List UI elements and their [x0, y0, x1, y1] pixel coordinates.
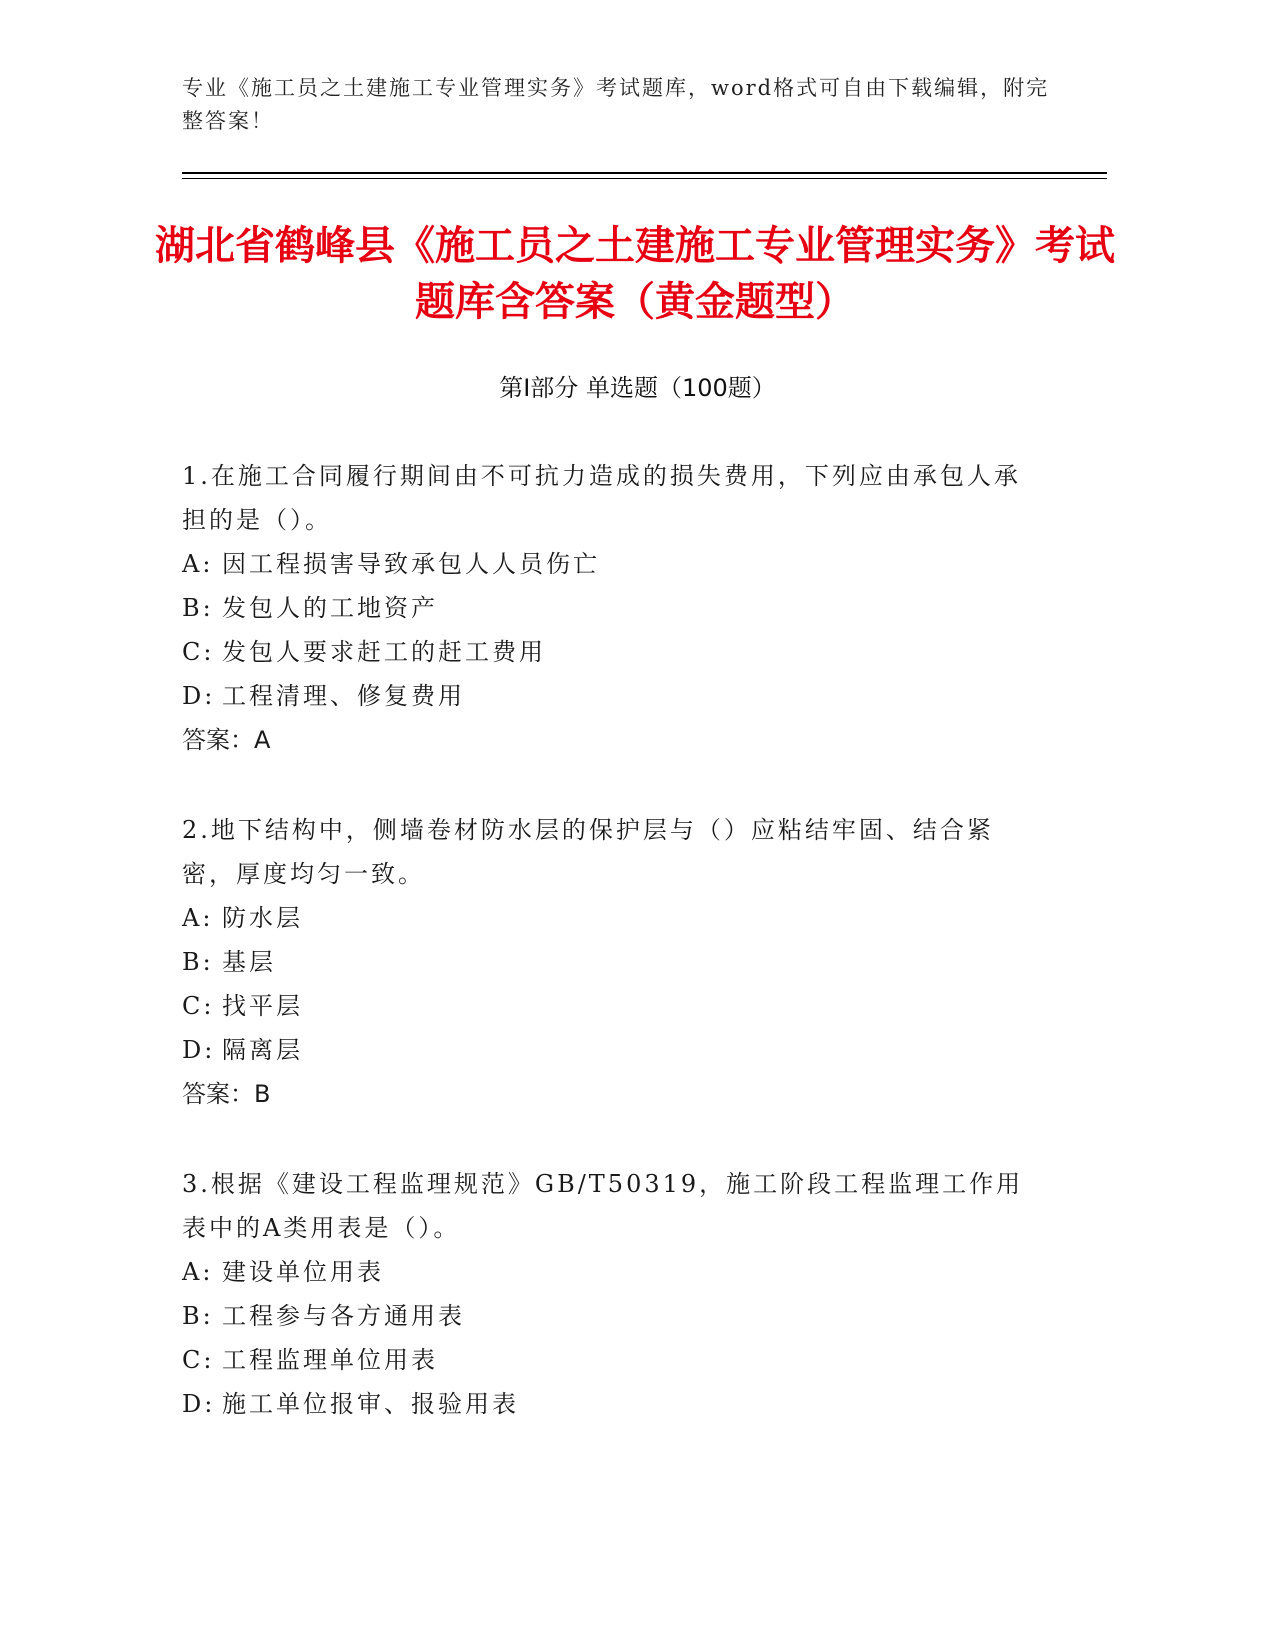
question-stem: 1.在施工合同履行期间由不可抗力造成的损失费用，下列应由承包人承担的是（）。: [182, 462, 1021, 534]
question-3: [182, 1162, 1042, 1426]
option-c: [182, 630, 1042, 674]
option-b: [182, 940, 1042, 984]
option-text: 基层: [222, 948, 276, 976]
option-a: [182, 542, 1042, 586]
option-letter: C:: [182, 638, 215, 666]
option-text: 工程监理单位用表: [222, 1346, 438, 1374]
option-letter: C:: [182, 992, 215, 1020]
option-text: 隔离层: [222, 1036, 303, 1064]
question-stem: 3.根据《建设工程监理规范》GB/T50319，施工阶段工程监理工作用表中的A类用表是（）。: [182, 1170, 1024, 1242]
option-letter: B:: [182, 594, 214, 622]
option-letter: D:: [182, 1390, 216, 1418]
option-text: 工程参与各方通用表: [222, 1302, 465, 1330]
option-letter: A:: [182, 1258, 214, 1286]
option-text: 因工程损害导致承包人人员伤亡: [222, 550, 600, 578]
question-1: [182, 454, 1042, 762]
answer: 答案：B: [182, 1080, 271, 1108]
option-c: [182, 984, 1042, 1028]
option-d: [182, 1382, 1042, 1426]
option-letter: B:: [182, 948, 214, 976]
header-note: 专业《施工员之土建施工专业管理实务》考试题库，word格式可自由下载编辑，附完整答案！: [182, 76, 1050, 133]
option-d: [182, 674, 1042, 718]
option-text: 防水层: [222, 904, 303, 932]
option-letter: B:: [182, 1302, 214, 1330]
option-letter: A:: [182, 550, 214, 578]
header-rule-thick: [182, 172, 1107, 174]
option-b: [182, 586, 1042, 630]
option-letter: A:: [182, 904, 214, 932]
option-text: 找平层: [222, 992, 303, 1020]
option-letter: C:: [182, 1346, 215, 1374]
answer: 答案：A: [182, 726, 271, 754]
option-text: 建设单位用表: [222, 1258, 384, 1286]
header-rule-thin: [182, 178, 1107, 179]
option-text: 施工单位报审、报验用表: [222, 1390, 519, 1418]
option-c: [182, 1338, 1042, 1382]
option-letter: D:: [182, 1036, 216, 1064]
option-a: [182, 1250, 1042, 1294]
option-b: [182, 1294, 1042, 1338]
option-text: 工程清理、修复费用: [222, 682, 465, 710]
question-stem: 2.地下结构中，侧墙卷材防水层的保护层与（）应粘结牢固、结合紧密，厚度均匀一致。: [182, 816, 994, 888]
question-list: [182, 454, 1042, 1472]
option-text: 发包人的工地资产: [222, 594, 438, 622]
question-2: [182, 808, 1042, 1116]
option-a: [182, 896, 1042, 940]
option-d: [182, 1028, 1042, 1072]
section-title: 第I部分 单选题（100题）: [499, 374, 776, 402]
document-title: 湖北省鹤峰县《施工员之土建施工专业管理实务》考试题库含答案（黄金题型）: [155, 223, 1115, 325]
option-text: 发包人要求赶工的赶工费用: [222, 638, 546, 666]
option-letter: D:: [182, 682, 216, 710]
